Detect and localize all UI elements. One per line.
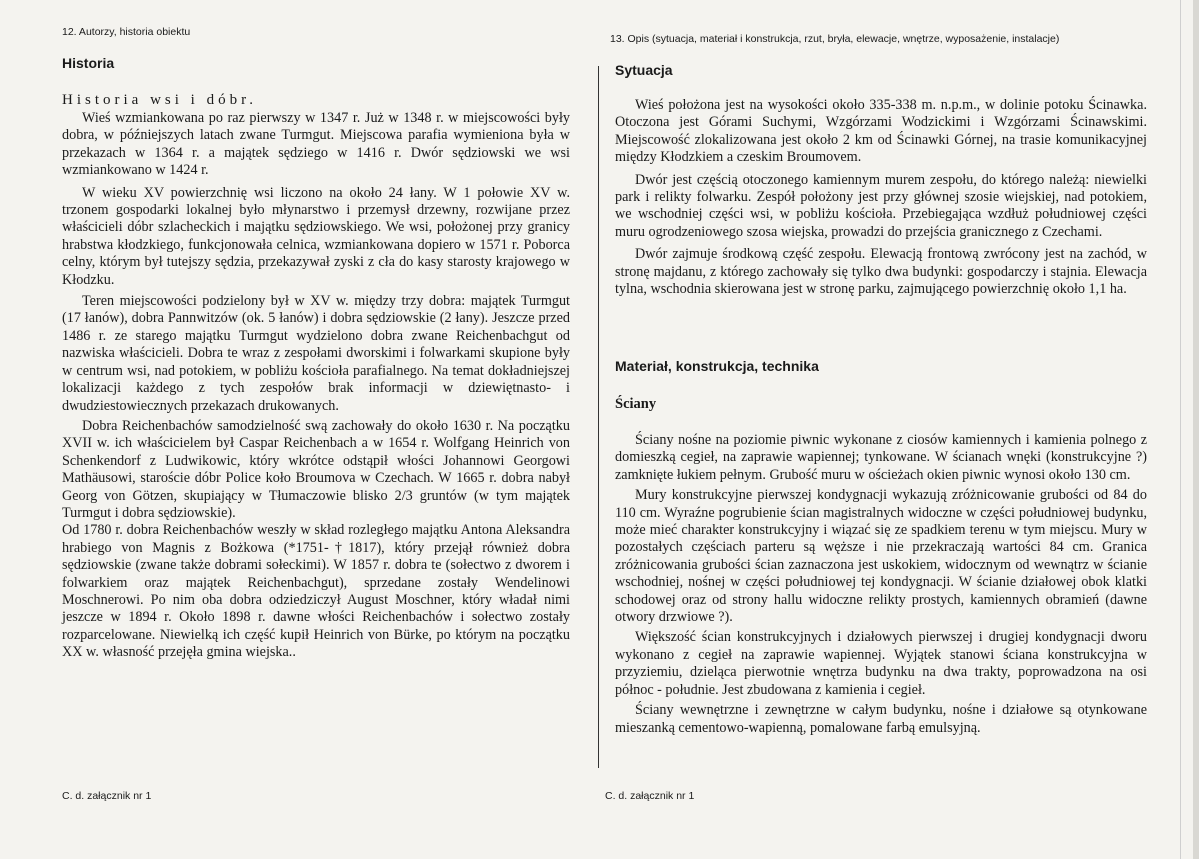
- history-paragraphs: [62, 110, 570, 662]
- situation-title: Sytuacja: [615, 62, 673, 78]
- left-body: [62, 92, 570, 662]
- paragraph: W wieku XV powierzchnię wsi liczono na około 24 łany. W 1 połowie XV w. trzonem gospodarki lokalnej było młynarstwo i przemysł drzewny, rozwijane przez właścicieli dóbr szlacheckich i majątku sędziowskiego. We wsi, położonej przy granicy hrabstwa kłodzkiego, funkcjonowała celnica, wzmiankowana dopiero w 1571 r. Poborca celny, którym był tutejszy sędzia, przekazywał zyski z cła do kasy starosty krajowego w Kłodzku.: [62, 184, 570, 288]
- scan-edge: [1193, 0, 1199, 859]
- paragraph: Wieś położona jest na wysokości około 335-338 m. n.p.m., w dolinie potoku Ścinawka. Otoczona jest Górami Suchymi, Wzgórzami Wodzickimi i Wzgórzami Ścinawskimi. Miejscowość zlokalizowana jest około 2 km od Ścinawki Górnej, na trasie komunikacyjnej między Kłodzkiem a czeskim Broumovem.: [615, 97, 1147, 166]
- paragraph: Większość ścian konstrukcyjnych i działowych pierwszej i drugiej kondygnacji dworu wykonano z cegieł na zaprawie wapiennej. Wyjątek stanowi ściana konstrukcyjna w przyziemiu, dzieląca pierwotnie wnętrza budynku na dwa trakty, poprowadzona na osi północ - południe. Jest zbudowana z kamienia i cegieł.: [615, 629, 1147, 698]
- paragraph: Teren miejscowości podzielony był w XV w. między trzy dobra: majątek Turmgut (17 łanów), dobra Pannwitzów (ok. 5 łanów) i dobra sędziowskie (2 łany). Jeszcze przed 1486 r. ze starego majątku Turmgut wydzielono dobra zwane Reichenbachgut od nazwiska właścicieli. Dobra te wraz z zespołami dworskimi i folwarkami skupione były w centrum wsi, nad potokiem, w pobliżu kościoła parafialnego. Na temat dokładniejszej lokalizacji każdego z tych zespołów brak informacji w dziewiętnasto- i dwudziestowiecznych przekazach drukowanych.: [62, 293, 570, 414]
- scan-edge-line: [1180, 0, 1181, 859]
- page-divider: [598, 66, 599, 768]
- situation-body: [615, 97, 1147, 298]
- paragraph: Dobra Reichenbachów samodzielność swą zachowały do około 1630 r. Na początku XVII w. ich właścicielem był Caspar Reichenbach a w 1654 r. Wolfgang Heinrich von Schenkendorf z Ludwikowic, który wkrótce odstąpił włości Johannowi Georgowi Mathäusowi, staroście dóbr Police koło Broumova w Czechach. W 1665 r. dobra nabył Georg von Götzen, skupiający w Tłumaczowie blisko 2/3 gruntów (w tym majątek Turmgut i dobra sędziowskie).: [62, 417, 570, 521]
- right-page-header: 13. Opis (sytuacja, materiał i konstrukcja, rzut, bryła, elewacje, wnętrze, wyposażenie, instalacje): [610, 33, 1060, 45]
- paragraph: Mury konstrukcyjne pierwszej kondygnacji wykazują zróżnicowanie grubości od 84 do 110 cm. Wyraźne pogrubienie ścian magistralnych widoczne w części południowej budynku, może mieć charakter konstrukcyjny i wiązać się ze spadkiem terenu w tym miejscu. Mury w pozostałych częściach parteru są węższe i nie przekraczają wartości 84 cm. Granica zróżnicowania grubości ścian zaznaczona jest uskokiem, widocznym od wewnątrz w ścianie wschodniej, nośnej w części południowej tej kondygnacji. W ścianie działowej obok klatki schodowej oraz od strony hallu widoczne relikty prostych, kamiennych obramień (dawne otwory drzwiowe ?).: [615, 487, 1147, 626]
- material-title: Materiał, konstrukcja, technika: [615, 358, 819, 374]
- history-subtitle: Historia wsi i dóbr.: [62, 92, 257, 108]
- paragraph: Od 1780 r. dobra Reichenbachów weszły w skład rozległego majątku Antona Aleksandra hrabiego von Magnis z Bożkowa (*1751-†1817), który przejął również dobra sędziowskie (zwane także dobrami sołeckimi). W 1857 r. dobra te (sołectwo z dworem i folwarkiem oraz majątek Reichenbachgut), sprzedane zostały Wendelinowi Moschnerowi. Po nim oba dobra odziedziczył August Moschner, który władał nimi jeszcze w 1894 r. Około 1898 r. dawne włości Reichenbachów i sołectwo zostały rozparcelowane. Niewielką ich część kupił Heinrich von Bürke, po którym na początku XX w. własność przejęła gmina wiejska..: [62, 522, 570, 661]
- left-section-title: Historia: [62, 55, 115, 71]
- right-page-footer: C. d. załącznik nr 1: [605, 790, 695, 802]
- left-page-header: 12. Autorzy, historia obiektu: [62, 26, 191, 38]
- paragraph: Ściany nośne na poziomie piwnic wykonane z ciosów kamiennych i kamienia polnego z domieszką cegieł, na zaprawie wapiennej; tynkowane. W ścianach wnęki (konstrukcyjne ?) zamknięte łukiem pełnym. Grubość muru w ościeżach okien piwnic wynosi około 130 cm.: [615, 432, 1147, 483]
- paragraph: Dwór jest częścią otoczonego kamiennym murem zespołu, do którego należą: niewielki park i relikty folwarku. Zespół położony jest przy głównej szosie wiejskiej, nad potokiem, we wschodniej części wsi, w pobliżu kościoła. Przebiegająca wzdłuż południowej części muru ogrodzeniowego szosa wiejska, prowadzi do przejścia granicznego z Czechami.: [615, 171, 1147, 240]
- paragraph: Dwór zajmuje środkową część zespołu. Elewacją frontową zwrócony jest na zachód, w stronę majdanu, z którego zachowały się tylko dwa budynki: gospodarczy i stajnia. Elewacja tylna, wschodnia skierowana jest w stronę parku, zajmującego powierzchnię około 1,1 ha.: [615, 246, 1147, 298]
- paragraph: Wieś wzmiankowana po raz pierwszy w 1347 r. Już w 1348 r. w miejscowości były dobra, w późniejszych latach zwane Turmgut. Miejscowa parafia wymieniona była w przekazach w 1364 r. a majątek sędziego w 1416 r. Dwór sędziowski we wsi wzmiankowano w 1424 r.: [62, 110, 570, 179]
- walls-subtitle: Ściany: [615, 396, 657, 412]
- paragraph: Ściany wewnętrzne i zewnętrzne w całym budynku, nośne i działowe są otynkowane mieszanką cementowo-wapienną, pomalowane farbą emulsyjną.: [615, 702, 1147, 736]
- walls-body: [615, 432, 1147, 737]
- left-page-footer: C. d. załącznik nr 1: [62, 790, 152, 802]
